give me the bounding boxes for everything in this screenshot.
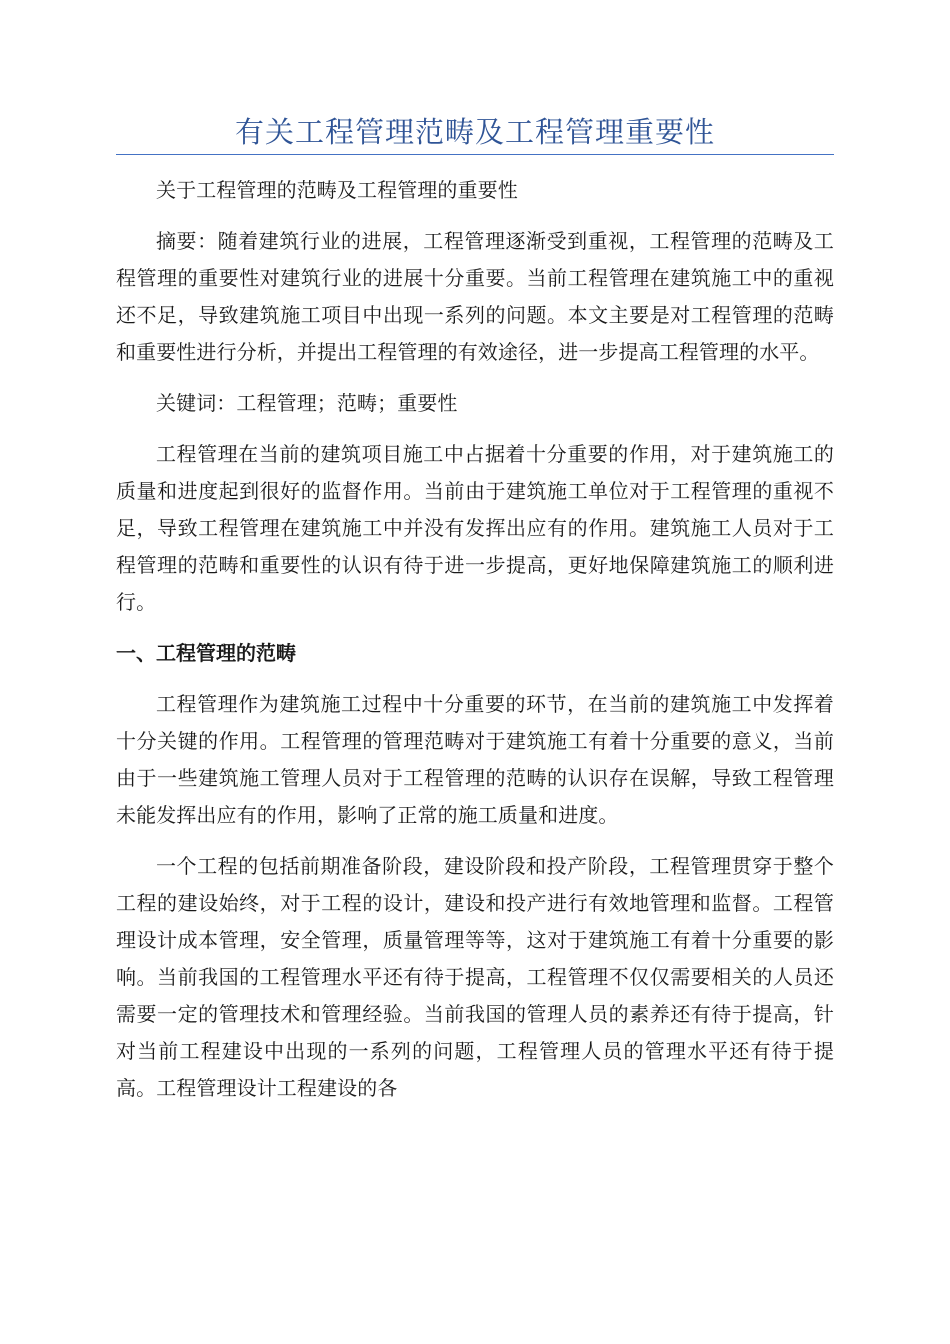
document-body — [116, 172, 834, 1121]
title-underline — [116, 154, 834, 155]
section-1-paragraph-1: 工程管理作为建筑施工过程中十分重要的环节，在当前的建筑施工中发挥着十分关键的作用。工程管理的管理范畴对于建筑施工有着十分重要的意义，当前由于一些建筑施工管理人员对于工程管理的范畴的认识存在误解，导致工程管理未能发挥出应有的作用，影响了正常的施工质量和进度。 — [116, 692, 834, 827]
document-title: 有关工程管理范畴及工程管理重要性 — [234, 115, 715, 149]
section-1-paragraph-2: 一个工程的包括前期准备阶段，建设阶段和投产阶段，工程管理贯穿于整个工程的建设始终，对于工程的设计，建设和投产进行有效地管理和监督。工程管理设计成本管理，安全管理，质量管理等等，这对于建筑施工有着十分重要的影响。当前我国的工程管理水平还有待于提高，工程管理不仅仅需要相关的人员还需要一定的管理技术和管理经验。当前我国的管理人员的素养还有待于提高，针对当前工程建设中出现的一系列的问题，工程管理人员的管理水平还有待于提高。工程管理设计工程建设的各 — [116, 854, 834, 1100]
abstract-paragraph: 摘要：随着建筑行业的进展，工程管理逐渐受到重视，工程管理的范畴及工程管理的重要性对建筑行业的进展十分重要。当前工程管理在建筑施工中的重视还不足，导致建筑施工项目中出现一系列的问题。本文主要是对工程管理的范畴和重要性进行分析，并提出工程管理的有效途径，进一步提高工程管理的水平。 — [116, 229, 834, 364]
section-1-heading: 一、工程管理的范畴 — [116, 641, 296, 665]
intro-paragraph: 工程管理在当前的建筑项目施工中占据着十分重要的作用，对于建筑施工的质量和进度起到很好的监督作用。当前由于建筑施工单位对于工程管理的重视不足，导致工程管理在建筑施工中并没有发挥出应有的作用。建筑施工人员对于工程管理的范畴和重要性的认识有待于进一步提高，更好地保障建筑施工的顺利进行。 — [116, 442, 834, 614]
subtitle-paragraph: 关于工程管理的范畴及工程管理的重要性 — [156, 178, 518, 202]
keywords-paragraph: 关键词：工程管理；范畴；重要性 — [156, 391, 458, 415]
